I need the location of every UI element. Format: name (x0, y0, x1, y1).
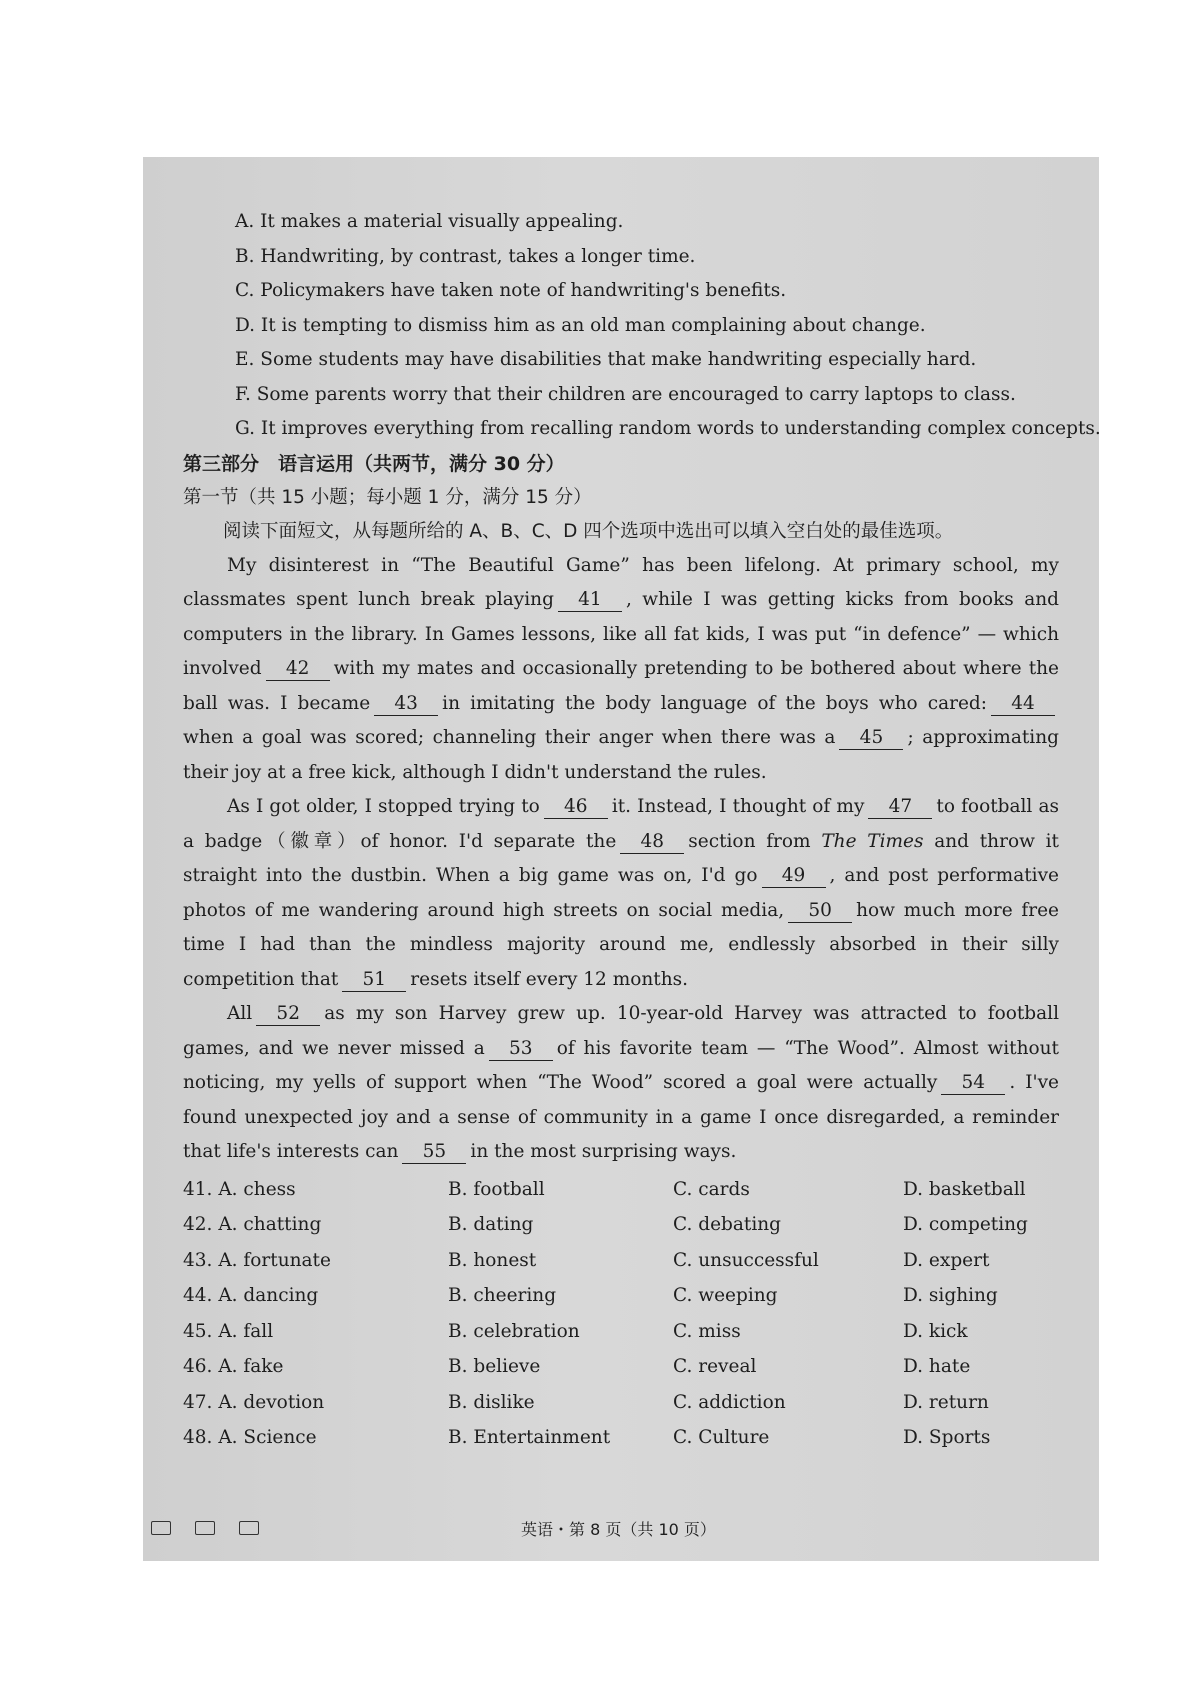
blank-48: 48 (620, 831, 684, 854)
choice-d: D. expert (903, 1249, 990, 1271)
previous-options-list (183, 205, 1101, 447)
choice-b: B. dating (448, 1214, 534, 1235)
choice-a: A. Science (218, 1427, 317, 1448)
question-row (183, 1349, 1059, 1385)
choice-a: A. chatting (218, 1214, 322, 1235)
question-row (183, 1420, 1059, 1456)
choice-c: C. unsuccessful (673, 1249, 819, 1271)
blank-46: 46 (544, 796, 608, 819)
choice-d: D. sighing (903, 1285, 998, 1306)
blank-54: 54 (941, 1072, 1005, 1095)
question-number: 47. (183, 1391, 213, 1413)
option-line: C. Policymakers have taken note of handwriting's benefits. (235, 280, 787, 301)
choice-a: A. fortunate (218, 1249, 331, 1271)
passage-paragraph-1 (183, 549, 1059, 791)
option-line: B. Handwriting, by contrast, takes a longer time. (235, 245, 696, 267)
choice-c: C. cards (673, 1178, 750, 1200)
question-number: 41. (183, 1178, 213, 1200)
exam-page (143, 157, 1099, 1561)
choice-b: B. celebration (448, 1320, 580, 1342)
choice-d: D. Sports (903, 1427, 991, 1448)
question-number: 44. (183, 1285, 213, 1306)
choice-d: D. basketball (903, 1178, 1026, 1200)
choice-c: C. addiction (673, 1391, 786, 1413)
blank-45: 45 (839, 727, 903, 750)
choice-c: C. Culture (673, 1427, 770, 1448)
choice-b: B. Entertainment (448, 1427, 611, 1448)
choice-b: B. cheering (448, 1285, 557, 1306)
blank-47: 47 (868, 796, 932, 819)
choice-c: C. debating (673, 1214, 782, 1235)
passage-text: it. Instead, I thought of my (611, 796, 865, 817)
option-line: A. It makes a material visually appealing. (235, 211, 624, 232)
question-number: 46. (183, 1356, 213, 1377)
passage-text: section from (688, 830, 811, 852)
choice-c: C. reveal (673, 1356, 757, 1377)
section-heading: 第一节（共 15 小题；每小题 1 分，满分 15 分） (183, 486, 592, 508)
choice-b: B. honest (448, 1249, 537, 1271)
footer-marks (151, 1521, 259, 1535)
passage-text: with my mates and occasionally pretending to be bothered about where the ball was. I became (183, 658, 1059, 714)
question-number: 45. (183, 1320, 213, 1342)
blank-49: 49 (762, 865, 826, 888)
footer-box-icon (195, 1521, 215, 1535)
option-line: G. It improves everything from recalling random words to understanding complex concepts. (235, 418, 1101, 439)
question-row (183, 1314, 1059, 1350)
blank-55: 55 (402, 1141, 466, 1164)
blank-43: 43 (374, 693, 438, 716)
choice-a: A. fake (218, 1356, 284, 1377)
choice-d: D. hate (903, 1356, 971, 1377)
choice-c: C. weeping (673, 1285, 778, 1306)
passage-text: in imitating the body language of the boys who cared: (442, 692, 987, 714)
choice-d: D. competing (903, 1214, 1028, 1235)
footer-box-icon (151, 1521, 171, 1535)
choice-b: B. football (448, 1178, 545, 1200)
part-heading: 第三部分 语言运用（共两节，满分 30 分） (183, 452, 565, 475)
question-row (183, 1278, 1059, 1314)
passage-text: As I got older, I stopped trying to (227, 796, 540, 817)
choice-d: D. return (903, 1391, 989, 1413)
blank-42: 42 (266, 658, 330, 681)
blank-41: 41 (558, 589, 622, 612)
passage-paragraph-2 (183, 790, 1059, 997)
option-line: F. Some parents worry that their children are encouraged to carry laptops to class. (235, 383, 1016, 405)
passage-text: how much more free time I had than the mindless majority around me, endlessly absorbed in their silly competition that (183, 899, 1060, 990)
passage-text: when a goal was scored; channeling their anger when there was a (183, 727, 836, 748)
question-number: 42. (183, 1214, 213, 1235)
choice-c: C. miss (673, 1320, 741, 1342)
page-number-label: 英语・第 8 页（共 10 页） (521, 1520, 716, 1539)
passage-text: resets itself every 12 months. (410, 968, 689, 990)
passage-text: to football as a badge（徽章）of honor. I'd separate the (183, 796, 1059, 852)
blank-50: 50 (788, 900, 852, 923)
option-line: D. It is tempting to dismiss him as an old man complaining about change. (235, 314, 926, 336)
passage-text: , and post performative photos of me wandering around high streets on social media, (183, 865, 1059, 921)
question-row (183, 1207, 1059, 1243)
passage-text: as my son Harvey grew up. 10-year-old Harvey was attracted to football games, and we never missed a (183, 1003, 1059, 1059)
passage-text: All (227, 1003, 253, 1024)
question-number: 43. (183, 1249, 213, 1271)
page-content (183, 205, 1101, 1456)
newspaper-title: The Times (821, 830, 924, 852)
blank-52: 52 (256, 1003, 320, 1026)
passage-text: of his favorite team — “The Wood”. Almost without noticing, my yells of support when “The Wood” scored a goal were actually (183, 1037, 1059, 1093)
answer-choices (183, 1172, 1059, 1456)
footer-box-icon (239, 1521, 259, 1535)
blank-51: 51 (342, 969, 406, 992)
choice-a: A. fall (218, 1320, 274, 1342)
question-row (183, 1243, 1059, 1279)
passage-text: , while I was getting kicks from books and computers in the library. In Games lessons, like all fat kids, I was put “in defence” — which involved (183, 589, 1059, 679)
choice-a: A. chess (218, 1178, 296, 1200)
choice-b: B. dislike (448, 1391, 535, 1413)
page-footer (143, 1515, 1099, 1545)
passage-paragraph-3 (183, 997, 1059, 1170)
blank-44: 44 (991, 693, 1055, 716)
choice-a: A. dancing (218, 1285, 319, 1306)
blank-53: 53 (489, 1038, 553, 1061)
question-number: 48. (183, 1427, 213, 1448)
choice-d: D. kick (903, 1320, 968, 1342)
choice-a: A. devotion (218, 1391, 325, 1413)
passage-text: . I've found unexpected joy and a sense of community in a game I once disregarded, a reminder that life's interests can (183, 1072, 1059, 1162)
passage-text: in the most surprising ways. (470, 1141, 737, 1162)
passage-text: My disinterest in “The Beautiful Game” has been lifelong. At primary school, my classmates spent lunch break playing (183, 554, 1059, 610)
question-row (183, 1172, 1059, 1208)
passage-text: ; approximating their joy at a free kick, although I didn't understand the rules. (183, 727, 1059, 783)
option-line: E. Some students may have disabilities that make handwriting especially hard. (235, 349, 977, 370)
passage-text: and throw it straight into the dustbin. When a big game was on, I'd go (183, 830, 1059, 886)
choice-b: B. believe (448, 1356, 541, 1377)
instruction-text: 阅读下面短文，从每题所给的 A、B、C、D 四个选项中选出可以填入空白处的最佳选项。 (223, 520, 954, 542)
question-row (183, 1385, 1059, 1421)
